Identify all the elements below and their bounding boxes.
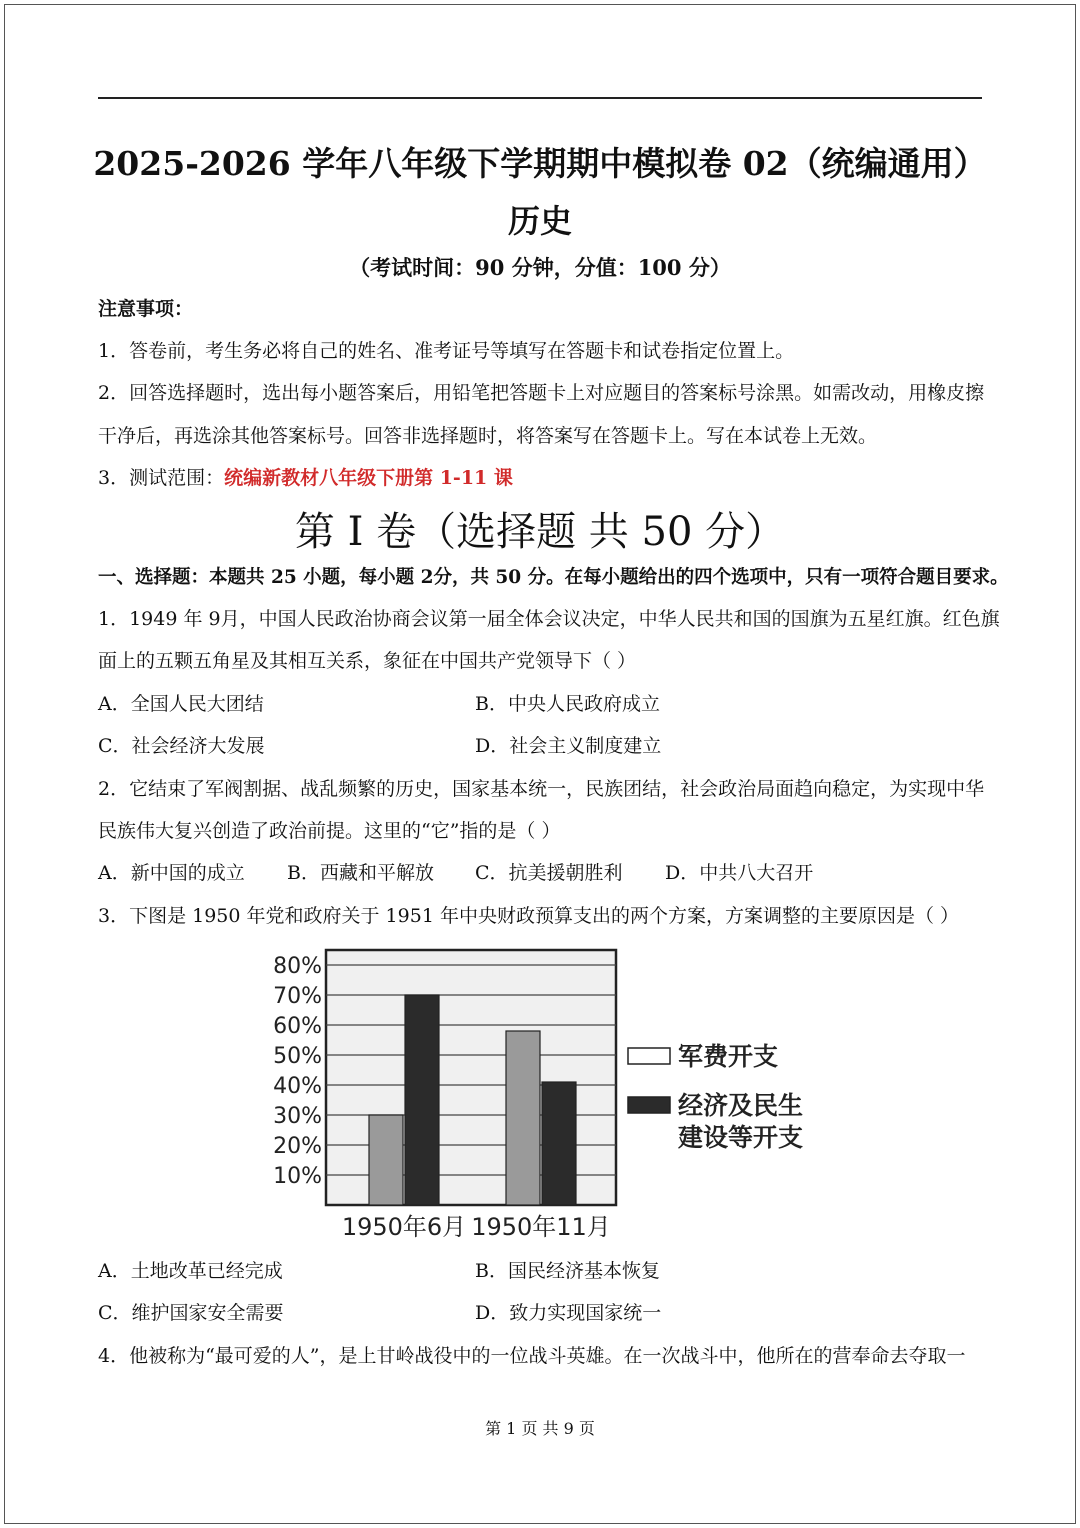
notes-item-3-label: 3．测试范围： bbox=[98, 467, 225, 489]
q3-option-c: C．维护国家安全需要 bbox=[98, 1302, 284, 1324]
q1-option-b: B．中央人民政府成立 bbox=[475, 693, 660, 715]
page-footer: 第 1 页 共 9 页 bbox=[485, 1419, 595, 1438]
y-tick-label: 70% bbox=[273, 984, 322, 1009]
budget-chart bbox=[268, 935, 828, 1245]
q3-option-a: A．土地改革已经完成 bbox=[98, 1260, 283, 1282]
bar-military-0 bbox=[369, 1115, 403, 1205]
y-tick-label: 10% bbox=[273, 1164, 322, 1189]
bar-military-1 bbox=[506, 1031, 540, 1205]
y-tick-label: 50% bbox=[273, 1044, 322, 1069]
q2-option-d: D．中共八大召开 bbox=[665, 862, 814, 884]
q1-stem-line-2: 面上的五颗五角星及其相互关系，象征在中国共产党领导下（ ） bbox=[98, 650, 637, 672]
exam-title: 2025-2026 学年八年级下学期期中模拟卷 02（统编通用） bbox=[93, 144, 987, 183]
notes-item-2-line-1: 2．回答选择题时，选出每小题答案后，用铅笔把答题卡上对应题目的答案标号涂黑。如需改动，用橡皮擦 bbox=[98, 382, 985, 404]
x-category-label: 1950年11月 bbox=[471, 1213, 611, 1241]
y-tick-label: 20% bbox=[273, 1134, 322, 1159]
q3-option-b: B．国民经济基本恢复 bbox=[475, 1260, 660, 1282]
notes-item-2-line-2: 干净后，再选涂其他答案标号。回答非选择题时，将答案写在答题卡上。写在本试卷上无效。 bbox=[98, 425, 878, 447]
q3-stem-line-1: 3．下图是 1950 年党和政府关于 1951 年中央财政预算支出的两个方案，方案调整的主要原因是（ ） bbox=[98, 905, 959, 927]
q1-option-a: A．全国人民大团结 bbox=[98, 693, 264, 715]
y-tick-label: 60% bbox=[273, 1014, 322, 1039]
bar-economic-1 bbox=[542, 1082, 576, 1205]
notes-item-3 bbox=[98, 465, 988, 491]
q1-stem-line-1: 1．1949 年 9月，中国人民政治协商会议第一届全体会议决定，中华人民共和国的国旗为五星红旗。红色旗 bbox=[98, 608, 1000, 630]
section-1-heading: 一、选择题：本题共 25 小题，每小题 2分，共 50 分。在每小题给出的四个选项中，只有一项符合题目要求。 bbox=[98, 567, 1009, 588]
q2-option-b: B．西藏和平解放 bbox=[287, 862, 434, 884]
legend-label-military: 军费开支 bbox=[678, 1042, 779, 1071]
q1-option-c: C．社会经济大发展 bbox=[98, 735, 265, 757]
legend-label-economic-2: 建设等开支 bbox=[678, 1123, 804, 1152]
bar-economic-0 bbox=[405, 995, 439, 1205]
exam-info: （考试时间：90 分钟，分值：100 分） bbox=[349, 255, 731, 280]
header-rule bbox=[98, 97, 982, 99]
notes-heading: 注意事项： bbox=[98, 298, 194, 320]
volume-title: 第 I 卷（选择题 共 50 分） bbox=[294, 509, 786, 555]
x-category-label: 1950年6月 bbox=[341, 1213, 467, 1241]
q1-option-d: D．社会主义制度建立 bbox=[475, 735, 662, 757]
subject-title: 历史 bbox=[507, 202, 572, 240]
q3-option-d: D．致力实现国家统一 bbox=[475, 1302, 662, 1324]
q2-stem-line-2: 民族伟大复兴创造了政治前提。这里的“它”指的是（ ） bbox=[98, 820, 561, 842]
legend-swatch-economic bbox=[628, 1097, 670, 1113]
notes-item-1: 1．答卷前，考生务必将自己的姓名、准考证号等填写在答题卡和试卷指定位置上。 bbox=[98, 340, 795, 362]
q2-stem-line-1: 2．它结束了军阀割据、战乱频繁的历史，国家基本统一，民族团结，社会政治局面趋向稳定，为实现中华 bbox=[98, 778, 985, 800]
legend-label-economic-1: 经济及民生 bbox=[678, 1091, 804, 1120]
y-tick-label: 80% bbox=[273, 954, 322, 979]
test-scope: 统编新教材八年级下册第 1-11 课 bbox=[224, 467, 513, 489]
y-tick-label: 40% bbox=[273, 1074, 322, 1099]
q2-option-c: C．抗美援朝胜利 bbox=[475, 862, 623, 884]
q4-stem-line-1: 4．他被称为“最可爱的人”，是上甘岭战役中的一位战斗英雄。在一次战斗中，他所在的营奉命去夺取一 bbox=[98, 1345, 966, 1367]
q2-option-a: A．新中国的成立 bbox=[98, 862, 245, 884]
legend-swatch-military bbox=[628, 1048, 670, 1064]
y-tick-label: 30% bbox=[273, 1104, 322, 1129]
